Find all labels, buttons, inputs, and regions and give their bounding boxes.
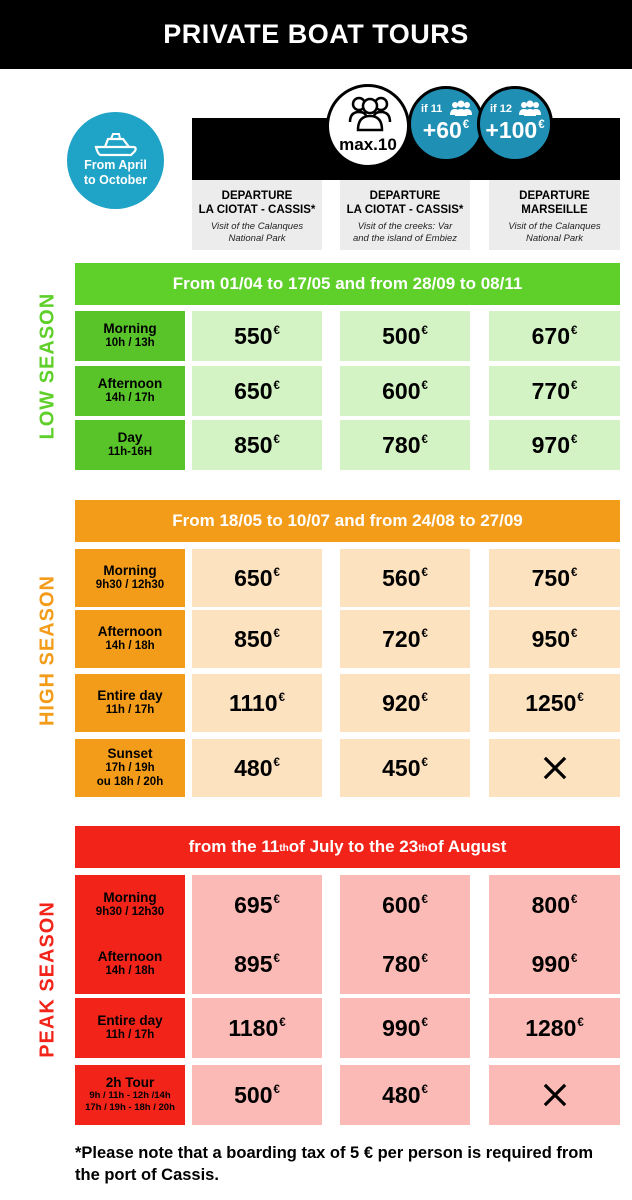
capacity-extra-12 bbox=[477, 86, 553, 162]
period-badge bbox=[67, 112, 164, 209]
price-amount: 990 bbox=[382, 1014, 421, 1041]
price-amount: 850 bbox=[234, 431, 273, 458]
price-amount: 480 bbox=[382, 1081, 421, 1108]
cross-icon bbox=[542, 1082, 568, 1108]
price-value bbox=[532, 323, 578, 350]
capacity-extra-11-amount: +60 bbox=[422, 117, 462, 143]
currency-symbol: € bbox=[273, 952, 280, 965]
price-amount: 970 bbox=[531, 431, 570, 458]
price-amount: 770 bbox=[531, 377, 570, 404]
price-cell bbox=[340, 1065, 470, 1125]
cross-icon bbox=[542, 755, 568, 781]
price-value bbox=[382, 951, 428, 978]
currency-symbol: € bbox=[421, 566, 428, 579]
price-amount: 650 bbox=[234, 564, 273, 591]
price-amount: 920 bbox=[382, 689, 421, 716]
period-ordinal: th bbox=[418, 842, 428, 854]
price-amount: 650 bbox=[234, 377, 273, 404]
currency-symbol: € bbox=[462, 119, 470, 131]
price-value bbox=[532, 565, 578, 592]
price-value bbox=[382, 1015, 428, 1042]
price-amount: 895 bbox=[234, 950, 273, 977]
departure-description: Visit of the Calanques National Park bbox=[508, 221, 601, 244]
period-text: of July to the 23 bbox=[288, 837, 419, 856]
departure-header-1 bbox=[192, 180, 322, 250]
tour-time: 11h / 17h bbox=[105, 1029, 155, 1041]
currency-symbol: € bbox=[273, 756, 280, 769]
currency-symbol: € bbox=[421, 324, 428, 337]
tour-name: Afternoon bbox=[97, 624, 163, 639]
currency-symbol: € bbox=[273, 893, 280, 906]
tour-name: Sunset bbox=[107, 746, 153, 761]
currency-symbol: € bbox=[273, 566, 280, 579]
price-cell bbox=[192, 311, 322, 361]
price-value bbox=[532, 626, 578, 653]
period-badge-text: From April to October bbox=[83, 158, 148, 187]
tour-name: Afternoon bbox=[97, 949, 163, 964]
price-cell bbox=[489, 674, 620, 732]
capacity-extra-12-prefix: if 12 bbox=[490, 103, 513, 115]
price-cell bbox=[489, 739, 620, 797]
tour-name: Afternoon bbox=[97, 376, 163, 391]
price-cell bbox=[489, 610, 620, 668]
price-amount: 500 bbox=[234, 1081, 273, 1108]
price-cell bbox=[340, 420, 470, 470]
tour-name: Morning bbox=[103, 563, 157, 578]
departure-description: Visit of the Calanques National Park bbox=[210, 221, 304, 244]
currency-symbol: € bbox=[570, 627, 578, 640]
high-season-row-label bbox=[75, 610, 185, 668]
peak-season-label: PEAK SEASON bbox=[36, 901, 59, 1058]
price-cell bbox=[489, 366, 620, 416]
currency-symbol: € bbox=[421, 952, 428, 965]
departure-header-3 bbox=[489, 180, 620, 250]
price-amount: 550 bbox=[234, 322, 273, 349]
currency-symbol: € bbox=[273, 379, 280, 392]
tour-time: 9h / 11h - 12h /14h 17h / 19h - 18h / 20h bbox=[85, 1090, 175, 1113]
price-value bbox=[532, 378, 578, 405]
currency-symbol: € bbox=[577, 1016, 584, 1029]
tour-time: 9h30 / 12h30 bbox=[95, 579, 165, 591]
tour-time: 14h / 18h bbox=[105, 965, 155, 977]
departure-title: DEPARTURE MARSEILLE bbox=[519, 190, 590, 216]
price-cell bbox=[489, 311, 620, 361]
price-amount: 560 bbox=[382, 564, 421, 591]
currency-symbol: € bbox=[570, 952, 578, 965]
currency-symbol: € bbox=[421, 627, 428, 640]
period-ordinal: th bbox=[279, 842, 289, 854]
peak-season-row-label bbox=[75, 1065, 185, 1125]
price-value bbox=[382, 690, 428, 717]
price-cell bbox=[192, 1065, 322, 1125]
tour-time: 17h / 19h ou 18h / 20h bbox=[96, 762, 164, 788]
tour-time: 14h / 17h bbox=[105, 392, 155, 404]
tour-time: 11h / 17h bbox=[105, 704, 155, 716]
price-value bbox=[382, 323, 428, 350]
price-cell bbox=[489, 998, 620, 1058]
departure-header-2 bbox=[340, 180, 470, 250]
tour-name: Morning bbox=[103, 321, 157, 336]
low-season-row-label bbox=[75, 420, 185, 470]
currency-symbol: € bbox=[421, 691, 428, 704]
high-season-row-label bbox=[75, 739, 185, 797]
capacity-max-label: max.10 bbox=[339, 135, 397, 154]
price-amount: 750 bbox=[531, 564, 570, 591]
price-value bbox=[234, 951, 280, 978]
price-value bbox=[532, 892, 578, 919]
price-cell bbox=[489, 1065, 620, 1125]
price-amount: 950 bbox=[531, 625, 570, 652]
currency-symbol: € bbox=[538, 119, 545, 131]
price-cell bbox=[340, 549, 470, 607]
currency-symbol: € bbox=[421, 379, 428, 392]
currency-symbol: € bbox=[570, 324, 578, 337]
high-season-period: From 18/05 to 10/07 and from 24/08 to 27/09 bbox=[75, 500, 620, 542]
departure-title: DEPARTURE LA CIOTAT - CASSIS* bbox=[198, 190, 316, 216]
price-value bbox=[532, 432, 578, 459]
price-cell bbox=[340, 366, 470, 416]
price-value bbox=[234, 892, 280, 919]
period-text: from the 11 bbox=[188, 837, 280, 856]
low-season-period: From 01/04 to 17/05 and from 28/09 to 08/11 bbox=[75, 263, 620, 305]
price-cell bbox=[489, 420, 620, 470]
tour-name: Entire day bbox=[97, 688, 163, 703]
price-amount: 780 bbox=[382, 950, 421, 977]
low-season-row-label bbox=[75, 311, 185, 361]
departure-description: Visit of the creeks: Var and the island of Embiez bbox=[352, 221, 458, 244]
price-cell bbox=[340, 674, 470, 732]
high-season-row-label bbox=[75, 549, 185, 607]
price-amount: 780 bbox=[382, 431, 421, 458]
group-icon bbox=[348, 92, 392, 132]
capacity-max-badge bbox=[326, 84, 410, 168]
currency-symbol: € bbox=[421, 1016, 428, 1029]
currency-symbol: € bbox=[421, 433, 428, 446]
price-cell bbox=[192, 366, 322, 416]
price-value bbox=[382, 378, 428, 405]
price-value bbox=[234, 432, 280, 459]
tour-name: Day bbox=[117, 430, 143, 445]
price-value bbox=[382, 755, 428, 782]
capacity-extra-11-prefix: if 11 bbox=[421, 103, 443, 115]
currency-symbol: € bbox=[570, 379, 578, 392]
peak-season-period bbox=[75, 826, 620, 868]
page-title: PRIVATE BOAT TOURS bbox=[0, 0, 632, 69]
price-amount: 850 bbox=[234, 625, 273, 652]
price-value bbox=[229, 690, 285, 717]
price-cell bbox=[340, 311, 470, 361]
price-value bbox=[382, 565, 428, 592]
price-cell bbox=[489, 549, 620, 607]
currency-symbol: € bbox=[421, 893, 428, 906]
price-amount: 1280 bbox=[525, 1014, 577, 1041]
price-amount: 800 bbox=[531, 891, 570, 918]
high-season-row-label bbox=[75, 674, 185, 732]
price-value bbox=[234, 323, 280, 350]
currency-symbol: € bbox=[273, 324, 280, 337]
price-value bbox=[234, 755, 280, 782]
price-cell bbox=[340, 934, 470, 994]
price-value bbox=[234, 1082, 280, 1109]
price-amount: 600 bbox=[382, 891, 421, 918]
price-amount: 1250 bbox=[525, 689, 577, 716]
currency-symbol: € bbox=[570, 893, 578, 906]
price-cell bbox=[489, 934, 620, 994]
peak-season-row-label bbox=[75, 998, 185, 1058]
price-cell bbox=[192, 549, 322, 607]
low-season-label: LOW SEASON bbox=[36, 292, 59, 440]
group-icon bbox=[519, 99, 541, 117]
price-amount: 450 bbox=[382, 754, 421, 781]
price-cell bbox=[192, 674, 322, 732]
price-value bbox=[234, 565, 280, 592]
price-value bbox=[234, 626, 280, 653]
capacity-extra-12-amount: +100 bbox=[485, 117, 538, 143]
price-cell bbox=[489, 875, 620, 935]
price-amount: 1110 bbox=[228, 689, 278, 716]
currency-symbol: € bbox=[570, 566, 578, 579]
price-value bbox=[228, 1015, 285, 1042]
price-amount: 1180 bbox=[228, 1014, 279, 1041]
price-amount: 480 bbox=[234, 754, 273, 781]
price-cell bbox=[192, 934, 322, 994]
capacity-extra-11 bbox=[408, 86, 484, 162]
peak-season-row-label bbox=[75, 934, 185, 994]
tour-name: Morning bbox=[103, 890, 157, 905]
price-value bbox=[234, 378, 280, 405]
currency-symbol: € bbox=[273, 1083, 280, 1096]
price-cell bbox=[192, 420, 322, 470]
currency-symbol: € bbox=[273, 433, 280, 446]
price-amount: 500 bbox=[382, 322, 421, 349]
price-cell bbox=[340, 998, 470, 1058]
currency-symbol: € bbox=[421, 756, 428, 769]
price-cell bbox=[192, 998, 322, 1058]
price-value bbox=[382, 892, 428, 919]
price-value bbox=[382, 626, 428, 653]
currency-symbol: € bbox=[273, 627, 280, 640]
currency-symbol: € bbox=[577, 691, 584, 704]
currency-symbol: € bbox=[570, 433, 578, 446]
high-season-label: HIGH SEASON bbox=[36, 574, 59, 727]
price-cell bbox=[340, 610, 470, 668]
price-value bbox=[525, 690, 584, 717]
price-cell bbox=[192, 875, 322, 935]
tour-time: 9h30 / 12h30 bbox=[95, 906, 165, 918]
price-cell bbox=[192, 739, 322, 797]
price-cell bbox=[340, 875, 470, 935]
tour-name: Entire day bbox=[97, 1013, 163, 1028]
price-amount: 990 bbox=[531, 950, 570, 977]
peak-season-row-label bbox=[75, 875, 185, 935]
currency-symbol: € bbox=[421, 1083, 428, 1096]
price-value bbox=[382, 1082, 428, 1109]
group-icon bbox=[450, 99, 472, 117]
price-value bbox=[525, 1015, 584, 1042]
price-value bbox=[382, 432, 428, 459]
price-amount: 720 bbox=[382, 625, 421, 652]
price-amount: 600 bbox=[382, 377, 421, 404]
price-value bbox=[532, 951, 578, 978]
price-cell bbox=[340, 739, 470, 797]
period-text: of August bbox=[427, 837, 507, 856]
currency-symbol: € bbox=[279, 1016, 286, 1029]
tour-name: 2h Tour bbox=[105, 1075, 155, 1090]
low-season-row-label bbox=[75, 366, 185, 416]
price-amount: 695 bbox=[234, 891, 273, 918]
currency-symbol: € bbox=[278, 691, 286, 704]
tour-time: 11h-16H bbox=[107, 446, 153, 458]
boat-icon bbox=[93, 130, 139, 158]
boarding-tax-note: *Please note that a boarding tax of 5 € per person is required from the port of Cassis. bbox=[75, 1144, 594, 1184]
tour-time: 14h / 18h bbox=[105, 640, 155, 652]
price-cell bbox=[192, 610, 322, 668]
tour-time: 10h / 13h bbox=[105, 337, 155, 349]
departure-title: DEPARTURE LA CIOTAT - CASSIS* bbox=[346, 190, 464, 216]
price-amount: 670 bbox=[531, 322, 570, 349]
